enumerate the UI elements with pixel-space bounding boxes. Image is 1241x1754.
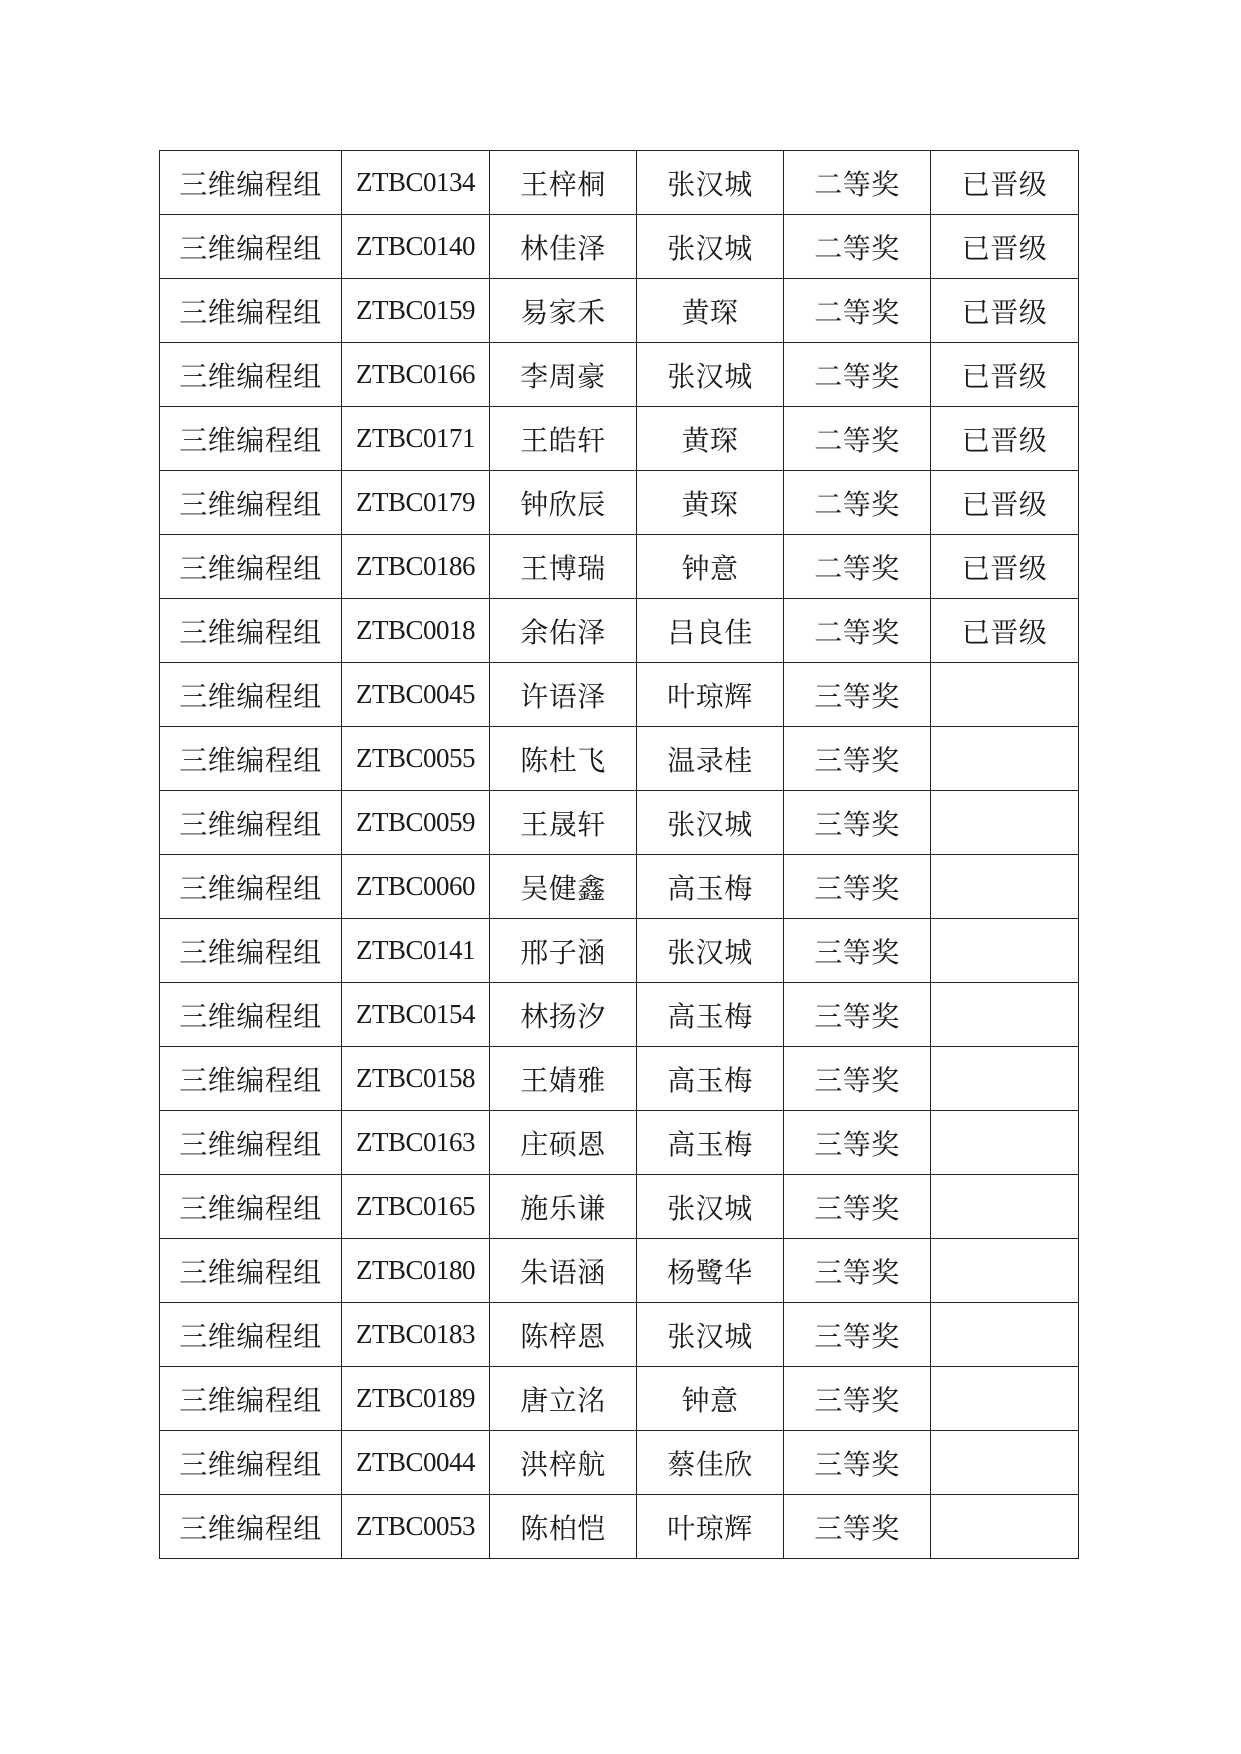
- table-row: [160, 215, 1079, 279]
- status-cell: [931, 1239, 1079, 1303]
- entry-id-cell: ZTBC0186: [342, 535, 490, 599]
- entry-id-cell: ZTBC0141: [342, 919, 490, 983]
- award-cell: 二等奖: [784, 151, 931, 215]
- awards-table: [159, 150, 1079, 1559]
- table-row: [160, 343, 1079, 407]
- student-name-cell: 王婧雅: [490, 1047, 637, 1111]
- entry-id-cell: ZTBC0044: [342, 1431, 490, 1495]
- teacher-cell: 叶琼辉: [637, 1495, 784, 1559]
- table-row: [160, 1367, 1079, 1431]
- entry-id-cell: ZTBC0171: [342, 407, 490, 471]
- group-cell: 三维编程组: [160, 1047, 342, 1111]
- group-cell: 三维编程组: [160, 1111, 342, 1175]
- teacher-cell: 蔡佳欣: [637, 1431, 784, 1495]
- entry-id-cell: ZTBC0154: [342, 983, 490, 1047]
- teacher-cell: 高玉梅: [637, 983, 784, 1047]
- table-row: [160, 663, 1079, 727]
- student-name-cell: 余佑泽: [490, 599, 637, 663]
- student-name-cell: 邢子涵: [490, 919, 637, 983]
- group-cell: 三维编程组: [160, 599, 342, 663]
- award-cell: 三等奖: [784, 1239, 931, 1303]
- award-cell: 二等奖: [784, 535, 931, 599]
- group-cell: 三维编程组: [160, 1239, 342, 1303]
- status-cell: [931, 1047, 1079, 1111]
- entry-id-cell: ZTBC0045: [342, 663, 490, 727]
- student-name-cell: 林扬汐: [490, 983, 637, 1047]
- teacher-cell: 钟意: [637, 535, 784, 599]
- table-row: [160, 279, 1079, 343]
- status-cell: 已晋级: [931, 471, 1079, 535]
- teacher-cell: 张汉城: [637, 151, 784, 215]
- teacher-cell: 张汉城: [637, 791, 784, 855]
- group-cell: 三维编程组: [160, 727, 342, 791]
- status-cell: [931, 1175, 1079, 1239]
- award-cell: 三等奖: [784, 663, 931, 727]
- status-cell: [931, 919, 1079, 983]
- group-cell: 三维编程组: [160, 1175, 342, 1239]
- status-cell: 已晋级: [931, 599, 1079, 663]
- teacher-cell: 温录桂: [637, 727, 784, 791]
- status-cell: [931, 791, 1079, 855]
- entry-id-cell: ZTBC0060: [342, 855, 490, 919]
- status-cell: [931, 983, 1079, 1047]
- status-cell: [931, 1303, 1079, 1367]
- teacher-cell: 吕良佳: [637, 599, 784, 663]
- student-name-cell: 陈柏恺: [490, 1495, 637, 1559]
- student-name-cell: 王晟轩: [490, 791, 637, 855]
- entry-id-cell: ZTBC0179: [342, 471, 490, 535]
- group-cell: 三维编程组: [160, 919, 342, 983]
- student-name-cell: 许语泽: [490, 663, 637, 727]
- teacher-cell: 高玉梅: [637, 1047, 784, 1111]
- table-row: [160, 407, 1079, 471]
- table-row: [160, 1303, 1079, 1367]
- award-cell: 二等奖: [784, 471, 931, 535]
- entry-id-cell: ZTBC0134: [342, 151, 490, 215]
- teacher-cell: 叶琼辉: [637, 663, 784, 727]
- group-cell: 三维编程组: [160, 151, 342, 215]
- table-row: [160, 471, 1079, 535]
- award-cell: 三等奖: [784, 1303, 931, 1367]
- entry-id-cell: ZTBC0159: [342, 279, 490, 343]
- teacher-cell: 高玉梅: [637, 1111, 784, 1175]
- status-cell: [931, 855, 1079, 919]
- student-name-cell: 李周豪: [490, 343, 637, 407]
- student-name-cell: 庄硕恩: [490, 1111, 637, 1175]
- teacher-cell: 张汉城: [637, 215, 784, 279]
- table-row: [160, 919, 1079, 983]
- group-cell: 三维编程组: [160, 407, 342, 471]
- entry-id-cell: ZTBC0158: [342, 1047, 490, 1111]
- group-cell: 三维编程组: [160, 343, 342, 407]
- student-name-cell: 王博瑞: [490, 535, 637, 599]
- teacher-cell: 张汉城: [637, 919, 784, 983]
- award-cell: 二等奖: [784, 343, 931, 407]
- award-cell: 二等奖: [784, 279, 931, 343]
- table-row: [160, 855, 1079, 919]
- group-cell: 三维编程组: [160, 855, 342, 919]
- teacher-cell: 黄琛: [637, 471, 784, 535]
- student-name-cell: 陈杜飞: [490, 727, 637, 791]
- entry-id-cell: ZTBC0180: [342, 1239, 490, 1303]
- award-cell: 二等奖: [784, 215, 931, 279]
- teacher-cell: 张汉城: [637, 1303, 784, 1367]
- entry-id-cell: ZTBC0053: [342, 1495, 490, 1559]
- award-cell: 三等奖: [784, 727, 931, 791]
- student-name-cell: 陈梓恩: [490, 1303, 637, 1367]
- status-cell: [931, 1495, 1079, 1559]
- teacher-cell: 高玉梅: [637, 855, 784, 919]
- student-name-cell: 施乐谦: [490, 1175, 637, 1239]
- student-name-cell: 易家禾: [490, 279, 637, 343]
- entry-id-cell: ZTBC0055: [342, 727, 490, 791]
- table-row: [160, 983, 1079, 1047]
- student-name-cell: 钟欣辰: [490, 471, 637, 535]
- status-cell: 已晋级: [931, 279, 1079, 343]
- award-cell: 三等奖: [784, 791, 931, 855]
- student-name-cell: 朱语涵: [490, 1239, 637, 1303]
- award-cell: 三等奖: [784, 855, 931, 919]
- student-name-cell: 王皓轩: [490, 407, 637, 471]
- entry-id-cell: ZTBC0059: [342, 791, 490, 855]
- status-cell: [931, 663, 1079, 727]
- status-cell: 已晋级: [931, 215, 1079, 279]
- table-row: [160, 535, 1079, 599]
- award-cell: 三等奖: [784, 1495, 931, 1559]
- teacher-cell: 张汉城: [637, 343, 784, 407]
- table-row: [160, 1175, 1079, 1239]
- teacher-cell: 钟意: [637, 1367, 784, 1431]
- group-cell: 三维编程组: [160, 1495, 342, 1559]
- table-row: [160, 1047, 1079, 1111]
- award-cell: 三等奖: [784, 1367, 931, 1431]
- award-cell: 三等奖: [784, 1111, 931, 1175]
- award-cell: 三等奖: [784, 1175, 931, 1239]
- student-name-cell: 洪梓航: [490, 1431, 637, 1495]
- group-cell: 三维编程组: [160, 535, 342, 599]
- group-cell: 三维编程组: [160, 1303, 342, 1367]
- entry-id-cell: ZTBC0018: [342, 599, 490, 663]
- award-cell: 三等奖: [784, 1047, 931, 1111]
- status-cell: 已晋级: [931, 407, 1079, 471]
- student-name-cell: 王梓桐: [490, 151, 637, 215]
- student-name-cell: 唐立洺: [490, 1367, 637, 1431]
- award-cell: 三等奖: [784, 983, 931, 1047]
- entry-id-cell: ZTBC0166: [342, 343, 490, 407]
- student-name-cell: 吴健鑫: [490, 855, 637, 919]
- award-cell: 三等奖: [784, 919, 931, 983]
- award-cell: 二等奖: [784, 407, 931, 471]
- table-row: [160, 727, 1079, 791]
- entry-id-cell: ZTBC0189: [342, 1367, 490, 1431]
- group-cell: 三维编程组: [160, 471, 342, 535]
- entry-id-cell: ZTBC0165: [342, 1175, 490, 1239]
- entry-id-cell: ZTBC0163: [342, 1111, 490, 1175]
- status-cell: [931, 1431, 1079, 1495]
- table-row: [160, 1111, 1079, 1175]
- teacher-cell: 黄琛: [637, 407, 784, 471]
- award-cell: 三等奖: [784, 1431, 931, 1495]
- group-cell: 三维编程组: [160, 279, 342, 343]
- entry-id-cell: ZTBC0183: [342, 1303, 490, 1367]
- teacher-cell: 黄琛: [637, 279, 784, 343]
- group-cell: 三维编程组: [160, 1367, 342, 1431]
- teacher-cell: 杨鹭华: [637, 1239, 784, 1303]
- group-cell: 三维编程组: [160, 215, 342, 279]
- student-name-cell: 林佳泽: [490, 215, 637, 279]
- teacher-cell: 张汉城: [637, 1175, 784, 1239]
- status-cell: 已晋级: [931, 535, 1079, 599]
- status-cell: 已晋级: [931, 343, 1079, 407]
- group-cell: 三维编程组: [160, 791, 342, 855]
- status-cell: 已晋级: [931, 151, 1079, 215]
- table-row: [160, 1431, 1079, 1495]
- group-cell: 三维编程组: [160, 983, 342, 1047]
- table-row: [160, 1495, 1079, 1559]
- group-cell: 三维编程组: [160, 663, 342, 727]
- table-row: [160, 599, 1079, 663]
- status-cell: [931, 1111, 1079, 1175]
- table-row: [160, 791, 1079, 855]
- group-cell: 三维编程组: [160, 1431, 342, 1495]
- entry-id-cell: ZTBC0140: [342, 215, 490, 279]
- awards-table-body: [160, 151, 1079, 1559]
- status-cell: [931, 727, 1079, 791]
- table-row: [160, 151, 1079, 215]
- award-cell: 二等奖: [784, 599, 931, 663]
- status-cell: [931, 1367, 1079, 1431]
- table-row: [160, 1239, 1079, 1303]
